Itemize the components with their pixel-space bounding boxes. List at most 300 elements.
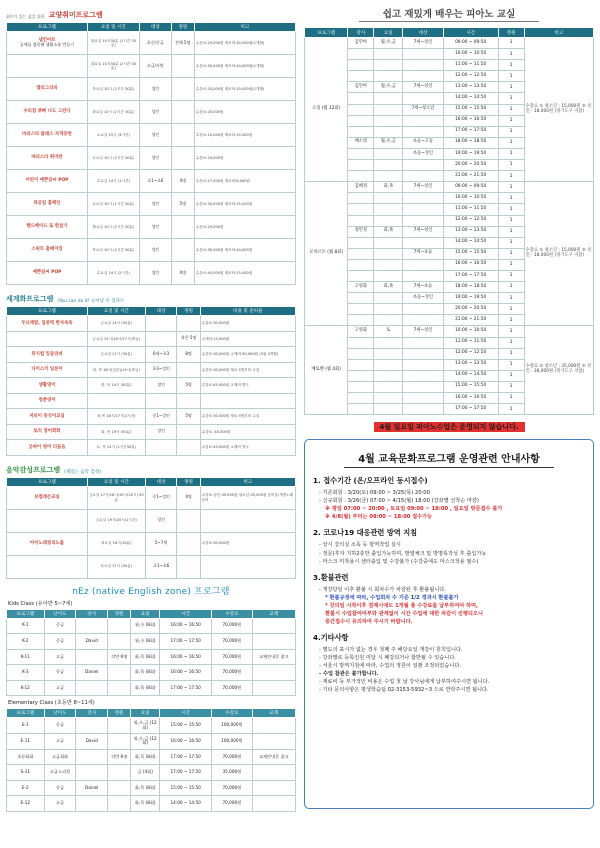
- table-row: [7, 780, 296, 796]
- program-name: 굿바이 영어 더듬음: [28, 444, 66, 450]
- capacity-cell: 1: [498, 93, 524, 104]
- capacity-cell: 1: [498, 381, 524, 392]
- capacity-cell: 1: [498, 404, 524, 415]
- day-cell: 월,수,금: [374, 38, 403, 49]
- capacity-cell: [177, 440, 200, 456]
- col-header: 시간: [160, 609, 212, 618]
- col-header: 요일: [374, 28, 403, 38]
- capacity-cell: [177, 555, 200, 578]
- capacity-cell: [177, 532, 200, 555]
- capacity-cell: 1: [498, 193, 524, 204]
- time-cell: 17:00 ~ 17:50: [160, 680, 212, 696]
- time-cell: 09:00 ~ 09:50: [443, 182, 498, 193]
- fee-cell: 70,000원: [212, 649, 252, 665]
- teacher-cell: [348, 93, 374, 104]
- guide-s4-line4: - 수업 참관은 불가합니다.: [319, 671, 379, 678]
- capacity-cell: 4명: [171, 262, 194, 285]
- capacity-cell: 1: [498, 226, 524, 237]
- time-cell: 11:00 ~ 11:50: [443, 337, 498, 348]
- fee-cell: 70,000원: [212, 780, 252, 796]
- note-cell: 수강료: 45,000원: [200, 424, 295, 440]
- table-row: [7, 734, 296, 750]
- target-cell: 초등~성인: [403, 293, 443, 304]
- program-name-cell: [7, 32, 88, 55]
- piano-note-cell: 수강료 ① 청소년 : 15,000원 ② 성 인 : 18,000원 (정가도구 지참): [524, 38, 593, 182]
- level-cell: 고급: [44, 649, 76, 665]
- target-cell: [403, 115, 443, 126]
- col-header: 프로그램: [7, 609, 45, 618]
- capacity-cell: [177, 316, 200, 332]
- book-cell: [252, 780, 295, 796]
- program-name: 아이노래창의노출: [29, 540, 64, 546]
- program-name-cell: [7, 316, 88, 332]
- culture-section-header: [6, 6, 296, 20]
- table-row: [7, 55, 296, 78]
- level-cell: 고급: [44, 734, 76, 750]
- day-cell: 화,목 (8회): [131, 749, 160, 765]
- prog-cell: K-3: [7, 665, 45, 681]
- col-header: 수강료: [212, 609, 252, 618]
- target-cell: [403, 49, 443, 60]
- program-name-cell: [7, 509, 88, 532]
- time-cell: 10:00 ~ 10:50: [443, 193, 498, 204]
- prog-cell: E-11: [7, 734, 45, 750]
- capacity-cell: 1: [498, 182, 524, 193]
- target-cell: [403, 126, 443, 137]
- day-cell: [374, 259, 403, 270]
- table-row: [7, 796, 296, 812]
- day-cell: 월,수,금: [374, 137, 403, 148]
- table-row: [7, 532, 296, 555]
- program-desc: 공예를 접목해 생활소품 만들기: [19, 42, 74, 48]
- book-cell: [252, 634, 295, 650]
- guide-s2-title: 2. 코로나19 대응관련 방역 지침: [313, 528, 418, 538]
- capacity-cell: [171, 101, 194, 124]
- time-cell: 14:00 ~ 14:50: [160, 796, 212, 812]
- level-cell: 중급: [44, 665, 76, 681]
- teacher-cell: 배소영: [348, 137, 374, 148]
- day-cell: [374, 370, 403, 381]
- capacity-cell: 1: [498, 393, 524, 404]
- target-cell: 성인: [139, 262, 171, 285]
- target-cell: 초중/중급: [139, 32, 171, 55]
- capacity-cell: [177, 393, 200, 409]
- teacher-cell: [348, 115, 374, 126]
- time-cell: 13:00 ~ 13:50: [443, 82, 498, 93]
- elem-class-label: Elementary Class (초등반 8~11세): [8, 700, 95, 707]
- note-cell: 수강료:20,000원: [194, 101, 295, 124]
- target-cell: [403, 204, 443, 215]
- teacher-cell: [348, 370, 374, 381]
- book-cell: [252, 734, 295, 750]
- table-row: [7, 665, 296, 681]
- elem-class-table: [6, 708, 296, 812]
- level-cell: 고급회화: [44, 749, 76, 765]
- time-cell: 15:00 ~ 15:50: [160, 780, 212, 796]
- program-name-cell: [7, 239, 88, 262]
- capacity-cell: 1: [498, 148, 524, 159]
- target-cell: [403, 359, 443, 370]
- capacity-cell: 1: [498, 337, 524, 348]
- time-cell: 화,목 16시/17시(2시간): [87, 409, 145, 425]
- col-header: 대상: [145, 307, 177, 316]
- music-table-header: [7, 477, 296, 486]
- target-cell: [403, 393, 443, 404]
- time-cell: 금요일 15시/16시/17시(중급): [87, 331, 145, 347]
- col-header: 비용 및 준비물: [200, 307, 295, 316]
- world-table: [6, 306, 296, 456]
- world-section-header: [6, 290, 296, 304]
- teacher-cell: [348, 270, 374, 281]
- col-header: 프로그램: [7, 307, 88, 316]
- note-cell: 수강료:20,000원: [194, 147, 295, 170]
- program-name: 뮤지컬 잉글리쉬: [31, 351, 63, 357]
- target-cell: 초1~초6: [139, 170, 171, 193]
- day-cell: [374, 315, 403, 326]
- target-cell: [403, 337, 443, 348]
- program-name-cell: [7, 193, 88, 216]
- table-row: [7, 378, 296, 394]
- teacher-cell: [348, 237, 374, 248]
- col-header: 난이도: [44, 709, 76, 718]
- capacity-cell: 1: [498, 215, 524, 226]
- teacher-cell: [348, 126, 374, 137]
- capacity-cell: 1: [498, 237, 524, 248]
- target-cell: [403, 93, 443, 104]
- sunday-notice-text: 4월 일요일 피아노수업은 운영되지 않습니다.: [374, 422, 525, 432]
- piano-program-cell: 베토벤 (월 4회): [305, 326, 348, 415]
- table-row: [7, 555, 296, 578]
- book-cell: [252, 618, 295, 634]
- table-row: [7, 618, 296, 634]
- note-cell: 수강료:10,000원 재료비:15,000원: [194, 124, 295, 147]
- target-cell: 성인: [139, 101, 171, 124]
- guide-s1-red1: ※ 평일 07:00 ~ 20:00 , 토요일 09:00 ~ 18:00 , 일요일 방문접수 불가: [325, 506, 503, 513]
- book-cell: 교재안내문 참고: [252, 749, 295, 765]
- guide-s3-blue1: * 환불규정에 따라, 수업회차 수 기준 1/2 경과시 환불불가: [325, 594, 459, 601]
- table-row: [305, 182, 594, 193]
- time-cell: 목요일 10시 (2시간 30분): [87, 239, 139, 262]
- program-name-cell: [7, 101, 88, 124]
- target-cell: [403, 171, 443, 182]
- target-cell: 초3~성인: [145, 362, 177, 378]
- day-cell: 월,수 (8회): [131, 618, 160, 634]
- day-cell: [374, 304, 403, 315]
- day-cell: [374, 60, 403, 71]
- time-cell: 토요일 10시 (1시간 30분): [87, 193, 139, 216]
- target-cell: 중1~성인: [145, 409, 177, 425]
- col-header: 대상: [139, 23, 171, 32]
- fee-cell: 70,000원: [212, 634, 252, 650]
- program-name: 보컬레슨교실: [34, 494, 60, 500]
- time-cell: 20:00 ~ 20:50: [443, 304, 498, 315]
- table-row: [7, 393, 296, 409]
- day-cell: [374, 126, 403, 137]
- note-cell: 수강료:45,000원 교재비 별도: [200, 378, 295, 394]
- target-cell: 성인: [139, 124, 171, 147]
- teacher-cell: 정민정: [348, 226, 374, 237]
- day-cell: 화,목 (8회): [131, 796, 160, 812]
- capacity-cell: [171, 78, 194, 101]
- col-header: 프로그램: [7, 709, 45, 718]
- piano-table: [304, 27, 594, 415]
- teacher-cell: David: [76, 634, 108, 650]
- guide-s1-title: 1. 접수기간 (온/오프라인 동시접수): [313, 476, 428, 486]
- capacity-cell: 전체 5명: [171, 32, 194, 55]
- target-cell: 고급/사범: [139, 55, 171, 78]
- guide-s2-line2: - 정문(후자 지하2층만 출입가능하며, 발열체크 및 방명록작성 후 출입가능: [319, 550, 487, 557]
- note-cell: 수강료:30,000원: [200, 316, 295, 332]
- teacher-cell: David: [76, 734, 108, 750]
- guide-s1-red2: ※ 4/8(월) 부터는 09:00 ~ 18:00 접수가능: [325, 514, 433, 521]
- guide-box: [304, 439, 594, 809]
- day-cell: [374, 337, 403, 348]
- capacity-cell: 5명: [177, 409, 200, 425]
- book-cell: [252, 680, 295, 696]
- col-header: 요일: [131, 709, 160, 718]
- time-cell: 화요일 10시30분 (1시간 30분): [87, 32, 139, 55]
- teacher-cell: 고영화: [348, 282, 374, 293]
- prog-cell: E-1: [7, 718, 45, 734]
- col-header: 요일 및 시간: [87, 23, 139, 32]
- capacity-cell: 1: [498, 126, 524, 137]
- teacher-cell: [348, 215, 374, 226]
- capacity-cell: 1: [498, 115, 524, 126]
- piano-program-cell: 소형 (월 12회): [305, 38, 348, 182]
- table-row: [7, 718, 296, 734]
- cap-cell: [108, 765, 131, 781]
- time-cell: 금요일 17시 (50분): [87, 347, 145, 363]
- teacher-cell: [348, 393, 374, 404]
- table-row: [305, 326, 594, 337]
- capacity-cell: 4명: [171, 170, 194, 193]
- teacher-cell: [348, 404, 374, 415]
- guide-s4-line3: - 서울시 방역지침에 따라, 수업의 정원이 일괄 조정되었습니다.: [319, 663, 461, 670]
- day-cell: 월,수 (8회): [131, 634, 160, 650]
- target-cell: [403, 315, 443, 326]
- col-header: 비고: [200, 477, 295, 486]
- table-row: [7, 193, 296, 216]
- elem-table-header: [7, 709, 296, 718]
- time-cell: 18:00 ~ 18:50: [443, 282, 498, 293]
- table-row: [7, 32, 296, 55]
- kids-table-header: [7, 609, 296, 618]
- guide-s4-line2: - 강좌별로 등록인원 미달 시 폐강되거나 합반될 수 있습니다.: [319, 655, 456, 661]
- target-cell: [403, 60, 443, 71]
- teacher-cell: [76, 618, 108, 634]
- target-cell: [403, 160, 443, 171]
- capacity-cell: [177, 424, 200, 440]
- world-note: (You can do it! 늘어날 수 있다!): [57, 299, 124, 304]
- guide-s1-line2: - 신규회원 : 3/26(금) 07:00 ~ 4/15(월) 18:00 (강좌별 선착순 마감): [319, 498, 479, 505]
- time-cell: 19:00 ~ 19:50: [443, 293, 498, 304]
- note-cell: 수강료:30,000원 재료비:15,000원: [194, 193, 295, 216]
- table-row: [7, 316, 296, 332]
- prog-cell: K-12: [7, 680, 45, 696]
- target-cell: [145, 331, 177, 347]
- note-cell: 수강료:40,000원 재료비:15,000원: [194, 262, 295, 285]
- col-header: 정원: [108, 709, 131, 718]
- day-cell: 화,목 (8회): [131, 649, 160, 665]
- col-header: 수강료: [212, 709, 252, 718]
- day-cell: 화,목 (8회): [131, 680, 160, 696]
- day-cell: [374, 248, 403, 259]
- table-row: [7, 78, 296, 101]
- time-cell: 12:00 ~ 12:50: [443, 348, 498, 359]
- capacity-cell: 1: [498, 171, 524, 182]
- program-name: 바리스타 취미반: [31, 155, 63, 161]
- prog-cell: S-11: [7, 765, 45, 781]
- target-cell: 성인: [139, 216, 171, 239]
- program-name-cell: [7, 147, 88, 170]
- piano-note-cell: 수강료 ① 청소년 : 15,000원 ② 성 인 : 18,000원 (정가도구 지참): [524, 182, 593, 326]
- teacher-cell: [348, 71, 374, 82]
- table-row: [7, 124, 296, 147]
- teacher-cell: [348, 160, 374, 171]
- program-name-cell: [7, 409, 88, 425]
- cap-cell: [108, 665, 131, 681]
- table-row: [7, 424, 296, 440]
- day-cell: 월,수,금 (12회): [131, 718, 160, 734]
- table-row: [7, 509, 296, 532]
- teacher-cell: [76, 749, 108, 765]
- time-cell: 21:00 ~ 21:50: [443, 315, 498, 326]
- cap-cell: [108, 618, 131, 634]
- fee-cell: 70,000원: [212, 749, 252, 765]
- guide-s3-red1: * 강의일 시작이후 결제시에도 1개월 총 수강료를 납부하여야 하며,: [325, 602, 479, 609]
- target-cell: [403, 193, 443, 204]
- target-cell: 성인: [139, 78, 171, 101]
- col-header: 강사: [348, 28, 374, 38]
- target-cell: [403, 215, 443, 226]
- level-cell: 중급: [44, 634, 76, 650]
- piano-title: 쉽고 재밌게 배우는 피아노 교실: [359, 6, 539, 22]
- day-cell: 화,목 (8회): [131, 780, 160, 796]
- day-cell: [374, 49, 403, 60]
- time-cell: 12:00 ~ 12:50: [443, 71, 498, 82]
- day-cell: 토: [374, 326, 403, 337]
- teacher-cell: [348, 204, 374, 215]
- col-header: 프로그램: [305, 28, 348, 38]
- capacity-cell: [177, 509, 200, 532]
- guide-title: 4월 교육문화프로그램 운영관련 안내사항: [344, 450, 554, 468]
- target-cell: 초등~고등: [403, 137, 443, 148]
- time-cell: 13:00 ~ 13:50: [443, 226, 498, 237]
- teacher-cell: [348, 171, 374, 182]
- day-cell: [374, 160, 403, 171]
- program-name-cell: [7, 78, 88, 101]
- program-name: 목공업 홈페인: [33, 201, 61, 207]
- time-cell: 10:00 ~ 10:50: [443, 326, 498, 337]
- note-cell: [200, 555, 295, 578]
- culture-table: [6, 22, 296, 285]
- target-cell: 성인: [139, 193, 171, 216]
- culture-title: 교양취미프로그램: [48, 11, 103, 19]
- capacity-cell: 8명: [177, 347, 200, 363]
- table-row: [7, 347, 296, 363]
- time-cell: 09:00 ~ 09:50: [443, 38, 498, 49]
- day-cell: [374, 148, 403, 159]
- day-cell: [374, 270, 403, 281]
- capacity-cell: 4명: [177, 486, 200, 509]
- day-cell: 화,목 (8회): [131, 665, 160, 681]
- level-cell: 고급: [44, 680, 76, 696]
- culture-subtitle: 취미가 있는 삶을 위한: [6, 14, 45, 19]
- target-cell: 중1~성인: [145, 486, 177, 509]
- prog-cell: K-2: [7, 634, 45, 650]
- table-row: [7, 680, 296, 696]
- target-cell: [403, 348, 443, 359]
- teacher-cell: [348, 381, 374, 392]
- time-cell: 16:00 ~ 16:50: [160, 734, 212, 750]
- note-cell: 수강료:성인-39,000원,청소년-35,000원 준비물:개별노래 준비: [200, 486, 295, 509]
- note-cell: 수강료:45,000원 교재비 별도: [200, 440, 295, 456]
- teacher-cell: 김혜정: [348, 182, 374, 193]
- capacity-cell: 1: [498, 259, 524, 270]
- day-cell: [374, 204, 403, 215]
- note-cell: 수강료:30,000원 재료비:40,000원(1개월): [194, 55, 295, 78]
- teacher-cell: [348, 348, 374, 359]
- day-cell: [374, 71, 403, 82]
- guide-s2-line1: - 상시 강의실 소독 등 방역작업 실시: [319, 542, 401, 549]
- day-cell: 화,목: [374, 226, 403, 237]
- music-table: [6, 477, 296, 579]
- target-cell: [403, 270, 443, 281]
- col-header: 교재: [252, 709, 295, 718]
- capacity-cell: 1: [498, 38, 524, 49]
- day-cell: [374, 237, 403, 248]
- time-cell: 14:00 ~ 14:50: [443, 237, 498, 248]
- fee-cell: 100,000원: [212, 734, 252, 750]
- capacity-cell: 5명: [177, 378, 200, 394]
- capacity-cell: [171, 147, 194, 170]
- day-cell: 화,목: [374, 282, 403, 293]
- program-name: 어린이 예쁜글씨 POP: [25, 178, 69, 184]
- time-cell: 21:00 ~ 21:50: [443, 171, 498, 182]
- teacher-cell: [348, 315, 374, 326]
- program-name-cell: [7, 331, 88, 347]
- teacher-cell: [76, 765, 108, 781]
- note-cell: 수강료:30,000원 교재비:30,000원 (3권 3개월): [200, 347, 295, 363]
- target-cell: [403, 259, 443, 270]
- target-cell: 초등~성인: [403, 148, 443, 159]
- col-header: 비고: [524, 28, 593, 38]
- col-header: 시간: [443, 28, 498, 38]
- time-cell: 15:00 ~ 15:50: [160, 718, 212, 734]
- teacher-cell: [348, 104, 374, 115]
- kids-class-label: Kids Class (유아반 5~7세): [8, 600, 73, 607]
- day-cell: [374, 93, 403, 104]
- capacity-cell: [171, 55, 194, 78]
- time-cell: 16:00 ~ 16:50: [160, 665, 212, 681]
- day-cell: [374, 215, 403, 226]
- time-cell: 17:00 ~ 17:50: [160, 749, 212, 765]
- guide-s3-red2: 환불시 수업참여여부와 관계없이 시간 수업에 대한 차감이 진행되오니: [325, 610, 483, 617]
- target-cell: 7세~청소년: [403, 104, 443, 115]
- time-cell: 화요일 10시30분 (2시간 30분): [87, 55, 139, 78]
- fee-cell: 70,000원: [212, 665, 252, 681]
- col-header: 요일 및 시간: [87, 477, 145, 486]
- fee-cell: 70,000원: [212, 796, 252, 812]
- table-row: [7, 362, 296, 378]
- teacher-cell: Daniel: [76, 665, 108, 681]
- col-header: 대상: [403, 28, 443, 38]
- guide-s3-line1: - 개강당일 이후 환불 시 회차수가 차감된 후 환불됩니다.: [319, 586, 446, 593]
- teacher-cell: [348, 49, 374, 60]
- table-row: [7, 216, 296, 239]
- time-cell: 11:00 ~ 11:50: [443, 204, 498, 215]
- col-header: 정원: [177, 307, 200, 316]
